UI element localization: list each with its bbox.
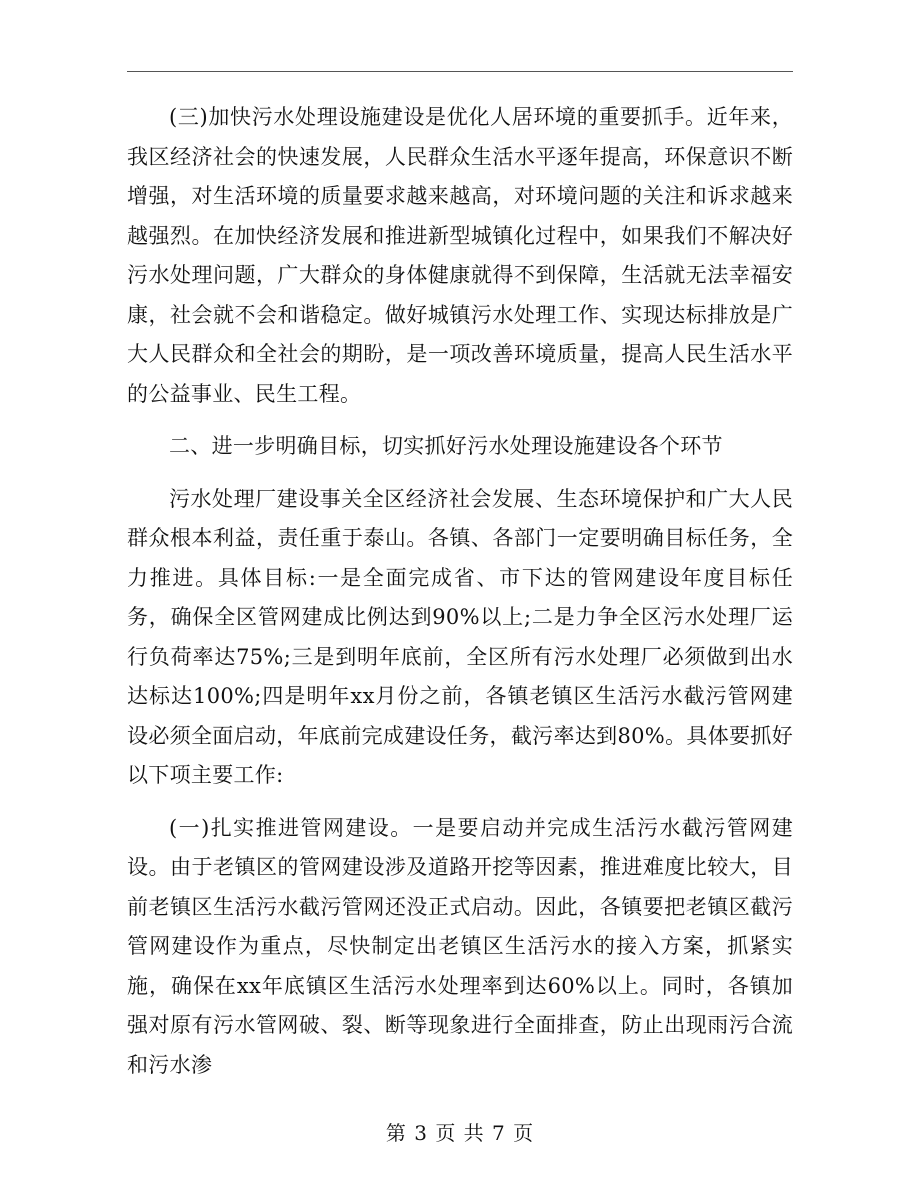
paragraph-section-three: (三)加快污水处理设施建设是优化人居环境的重要抓手。近年来，我区经济社会的快速发展，人民群众生活水平逐年提高，环保意识不断增强，对生活环境的质量要求越来越高，对环境问题的关注和诉求越来越强烈。在加快经济发展和推进新型城镇化过程中，如果我们不解决好污水处理问题，广大群众的身体健康就得不到保障，生活就无法幸福安康，社会就不会和谐稳定。做好城镇污水处理工作、实现达标排放是广大人民群众和全社会的期盼，是一项改善环境质量，提高人民生活水平的公益事业、民生工程。 — [127, 105, 793, 406]
section-heading-two: 二、进一步明确目标，切实抓好污水处理设施建设各个环节 — [169, 434, 723, 458]
header-rule — [127, 71, 793, 72]
paragraph-targets: 污水处理厂建设事关全区经济社会发展、生态环境保护和广大人民群众根本利益，责任重于泰山。各镇、各部门一定要明确目标任务，全力推进。具体目标:一是全面完成省、市下达的管网建设年度目标任务，确保全区管网建成比例达到90%以上;二是力争全区污水处理厂运行负荷率达75%;三是到明年底前，全区所有污水处理厂必须做到出水达标达100%;四是明年xx月份之前，各镇老镇区生活污水截污管网建设必须全面启动，年底前完成建设任务，截污率达到80%。具体要抓好以下项主要工作: — [127, 486, 793, 787]
paragraph-subsection-one: (一)扎实推进管网建设。一是要启动并完成生活污水截污管网建设。由于老镇区的管网建设涉及道路开挖等因素，推进难度比较大，目前老镇区生活污水截污管网还没正式启动。因此，各镇要把老镇区截污管网建设作为重点，尽快制定出老镇区生活污水的接入方案，抓紧实施，确保在xx年底镇区生活污水处理率到达60%以上。同时，各镇加强对原有污水管网破、裂、断等现象进行全面排查，防止出现雨污合流和污水渗 — [127, 815, 793, 1077]
page-number: 第 3 页 共 7 页 — [385, 1121, 535, 1145]
document-body — [127, 98, 793, 1085]
